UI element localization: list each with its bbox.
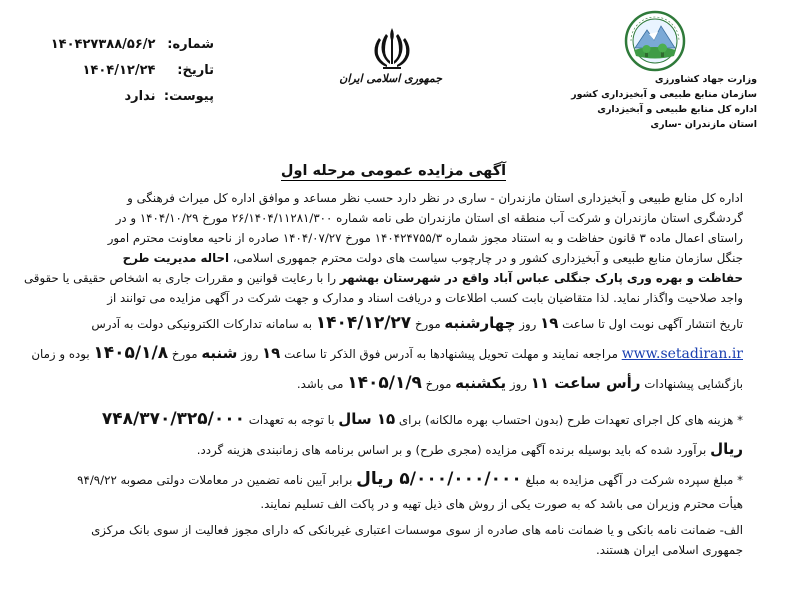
number-row [44,34,214,60]
p4-line-1 [51,464,743,494]
date-label: تاریخ: [177,63,214,78]
p4-text-a: * مبلغ سپرده شرکت در آگهی مزایده به مبلغ [525,473,743,487]
p1-line-5-text: را با رعایت قوانین و مقررات جاری به اشخاص حقیقی یا حقوقی [23,271,337,285]
p5-line-2: جمهوری اسلامی ایران هستند. [596,543,743,557]
notice-body [23,188,743,560]
p2-date-1: ۱۴۰۴/۱۲/۲۷ [315,313,412,333]
p2-text-k: مورخ [425,377,452,391]
p2-text-d: به سامانه تدارکات الکترونیکی دولت به آدرس [91,317,312,331]
p2-date-3: ۱۴۰۵/۱/۹ [347,373,422,393]
attachment-value: ندارد [124,89,156,104]
p2-day-2: شنبه [201,344,238,362]
p3-text-b: با توجه به تعهدات [248,413,335,427]
p1-line-4-text: جنگل سازمان منابع طبیعی و آبخیزداری کشور و در چارچوب سیاست های دولت محترم جمهوری اسلامی، [232,251,743,265]
p1-line-5 [23,268,743,288]
state-emblem [339,24,442,85]
p1-line-2: گردشگری استان مازندران و شرکت آب منطقه ای استان مازندران طی نامه شماره ۲۶/۱۴۰۴/۱۱۲۸۱/۳۰۰ مورخ ۱۴۰۴/۱۰/۲۹ و در [115,211,743,225]
notice-title-text: آگهی مزایده عمومی مرحله اول [280,163,507,179]
letter-meta [44,34,214,112]
ministry-header [555,10,757,130]
p2-text-h: بوده و زمان [31,347,90,361]
ministry-line-3: اداره کل منابع طبیعی و آبخیزداری [597,104,757,115]
p2-text-e: مراجعه نمایند و مهلت تحویل پیشنهادها به آدرس فوق الذکر تا ساعت [284,347,618,361]
p1-line-6: واجد صلاحیت واگذار نماید. لذا متقاضیان بابت کسب اطلاعات و دریافت اسناد و مدارک و جهت شرکت در آگهی مزایده می توانند از [107,291,743,305]
p3-text-c: برآورد شده که باید بوسیله برنده آگهی مزایده (مجری طرح) و بر اساس برنامه های زمانبندی هزینه گردد. [196,443,707,457]
p3-line-2 [51,434,743,464]
p3-amount: ۷۴۸/۳۷۰/۳۲۵/۰۰۰ [101,409,246,429]
number-label: شماره: [167,37,214,52]
p2-hour-1: ۱۹ [540,314,559,332]
notice-title [0,160,787,182]
p4-line-2: هیأت محترم وزیران می باشد که به صورت یکی از روش های ذیل تهیه و در پاکت الف تسلیم نمایند. [260,497,743,511]
p2-text-j: روز [509,377,527,391]
ministry-logo-icon [621,10,689,72]
p2-text-l: می باشد. [296,377,344,391]
attachment-row [44,86,214,112]
p2-line-2 [31,338,743,368]
ministry-line-2: سازمان منابع طبیعی و آبخیزداری کشور [571,89,757,100]
p4-deposit: ۵/۰۰۰/۰۰۰/۰۰۰ ریال [356,469,522,489]
p2-text-a: تاریخ انتشار آگهی نوبت اول تا ساعت [562,317,743,331]
p1-line-3: راستای اعمال ماده ۳ قانون حفاظت و به استناد مجوز شماره ۱۴۰۴۲۴۷۵۵/۳ مورخ ۱۴۰۴/۰۷/۲۷ صادره از ناحیه معاونت محترم امور [107,231,743,245]
emblem-caption: جمهوری اسلامی ایران [339,72,442,85]
p3-line-1 [51,404,743,434]
p3-years: ۱۵ سال [338,410,396,428]
p3-currency: ریال [710,440,743,458]
p2-line-1 [51,308,743,338]
number-value: ۱۴۰۴۲۷۳۸۸/۵۶/۲ [50,37,156,52]
p5-line-1: الف- ضمانت نامه بانکی و یا ضمانت نامه های صادره از سوی موسسات اعتباری غیربانکی که دارای مجوز فعالیت از سوی بانک مرکزی [91,523,743,537]
date-value: ۱۴۰۴/۱۲/۲۴ [82,63,156,78]
setadiran-link[interactable]: www.setadiran.ir [621,346,743,362]
p1-line-4 [51,248,743,268]
p2-text-b: روز [519,317,537,331]
p3-text-a: * هزینه های کل اجرای تعهدات طرح (بدون احتساب بهره مالکانه) برای [398,413,743,427]
p2-text-g: مورخ [171,347,198,361]
p1-line-5-bold: حفاظت و بهره وری پارک جنگلی عباس آباد واقع در شهرستان بهشهر [339,271,743,285]
p2-hour-3: رأس ساعت ۱۱ [530,374,641,392]
p1-line-4-bold: احاله مدیریت طرح [122,251,230,265]
p2-text-f: روز [241,347,259,361]
attachment-label: پیوست: [163,89,214,104]
p4-text-b: برابر آیین نامه تضمین در معاملات دولتی مصوبه ۹۴/۹/۲۲ [77,473,353,487]
p2-date-2: ۱۴۰۵/۱/۸ [93,343,169,363]
date-row [44,60,214,86]
ministry-line-1: وزارت جهاد کشاورزی [654,74,757,85]
p2-line-3 [51,368,743,398]
p2-day-1: چهارشنبه [444,314,516,332]
p2-hour-2: ۱۹ [262,344,281,362]
p2-text-c: مورخ [414,317,441,331]
iran-emblem-icon [370,24,414,70]
p1-line-1: اداره کل منابع طبیعی و آبخیزداری استان مازندران - ساری در نظر دارد حسب نظر مساعد و موافق اداره کل میراث فرهنگی و [127,191,743,205]
p2-day-3: یکشنبه [455,374,507,392]
ministry-line-4: استان مازندران -ساری [650,119,757,130]
p2-text-i: بازگشایی پیشنهادات [644,377,743,391]
ministry-lines [547,72,757,132]
